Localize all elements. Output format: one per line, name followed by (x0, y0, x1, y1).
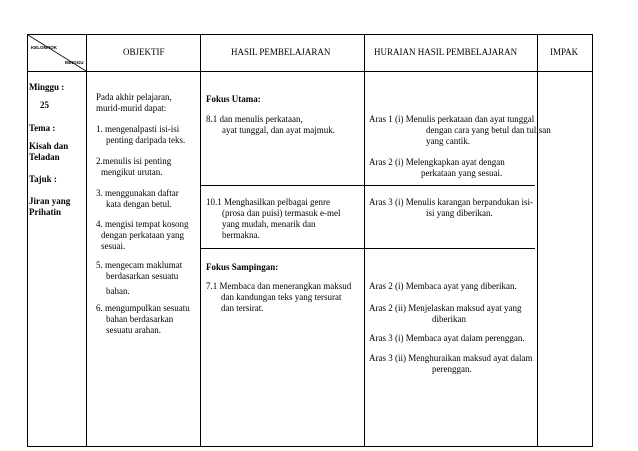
hasil-line: 10.1 Menghasilkan pelbagai genre (206, 197, 330, 207)
objektif-line: sesuai. (101, 241, 126, 251)
tajuk-value-line2: Prihatin (29, 207, 62, 217)
objektif-line: dengan perkataan yang (101, 230, 184, 240)
objektif-line: bahan berdasarkan (106, 314, 174, 324)
column-divider (364, 35, 365, 446)
huraian-line: yang cantik. (426, 136, 470, 146)
huraian-line: Aras 3 (ii) Menghuraikan maksud ayat dalam (369, 353, 533, 363)
huraian-line: isi yang diberikan. (426, 208, 493, 218)
header-divider (28, 71, 592, 72)
header-objektif: OBJEKTIF (123, 47, 165, 57)
tajuk-value-line1: Jiran yang (29, 196, 71, 206)
corner-bottom-label: MINGGU (65, 60, 84, 65)
objektif-line: mengikut urutan. (101, 167, 163, 177)
huraian-line: dengan cara yang betul dan tulisan (426, 125, 551, 135)
objektif-line: bahan. (106, 286, 130, 296)
hasil-line: dan tersirat. (221, 303, 264, 313)
column-divider (200, 35, 201, 446)
hasil-line: dan kandungan teks yang tersurat (221, 292, 342, 302)
objektif-line: penting daripada teks. (106, 135, 186, 145)
tajuk-label: Tajuk : (29, 174, 57, 184)
row-divider (200, 248, 535, 249)
objektif-line: 4. mengisi tempat kosong (96, 219, 189, 229)
objektif-line: 2.menulis isi penting (96, 156, 172, 166)
corner-top-label: KELOMPOK (31, 45, 58, 50)
huraian-line: Aras 2 (i) Melengkapkan ayat dengan (369, 157, 505, 167)
objektif-line: sesuatu arahan. (106, 325, 161, 335)
column-divider (86, 35, 87, 446)
hasil-line: 7.1 Membaca dan menerangkan maksud (206, 281, 352, 291)
tema-label: Tema : (29, 123, 56, 133)
hasil-line: bermakna. (222, 230, 260, 240)
minggu-value: 25 (40, 100, 49, 110)
header-huraian: HURAIAN HASIL PEMBELAJARAN (374, 47, 518, 57)
minggu-label: Minggu : (29, 82, 65, 92)
huraian-line: Aras 1 (i) Menulis perkataan dan ayat tunggal (369, 114, 535, 124)
header-impak: IMPAK (550, 47, 579, 57)
hasil-line: ayat tunggal, dan ayat majmuk. (222, 125, 335, 135)
huraian-line: Aras 2 (ii) Menjelaskan maksud ayat yang (369, 303, 522, 313)
hasil-line: (prosa dan puisi) termasuk e-mel (222, 208, 341, 218)
hasil-line: 8.1 dan menulis perkataan, (206, 114, 303, 124)
objektif-line: kata dengan betul. (106, 199, 172, 209)
header-hasil: HASIL PEMBELAJARAN (231, 47, 331, 57)
tema-value-line2: Teladan (29, 152, 60, 162)
objektif-line: 6. mengumpulkan sesuatu (96, 303, 190, 313)
lesson-plan-table (27, 34, 593, 447)
corner-diagonal (28, 35, 86, 71)
huraian-line: perkataan yang sesuai. (421, 168, 503, 178)
row-divider (200, 185, 535, 186)
hasil-line: yang mudah, menarik dan (222, 219, 316, 229)
objektif-line: Pada akhir pelajaran, (96, 92, 172, 102)
huraian-line: perenggan. (432, 364, 472, 374)
objektif-line: 3. menggunakan daftar (96, 188, 179, 198)
tema-value-line1: Kisah dan (29, 141, 69, 151)
objektif-line: berdasarkan sesuatu (106, 271, 179, 281)
column-divider (537, 35, 538, 446)
huraian-line: Aras 2 (i) Membaca ayat yang diberikan. (369, 281, 517, 291)
huraian-line: Aras 3 (i) Membaca ayat dalam perenggan. (369, 333, 525, 343)
fokus-sampingan-label: Fokus Sampingan: (206, 262, 279, 272)
objektif-line: murid-murid dapat: (96, 103, 167, 113)
objektif-line: 5. mengecam maklumat (96, 260, 183, 270)
huraian-line: Aras 3 (i) Menulis karangan berpandukan isi- (369, 197, 533, 207)
objektif-line: 1. mengenalpasti isi-isi (96, 124, 180, 134)
fokus-utama-label: Fokus Utama: (206, 94, 261, 104)
huraian-line: diberikan (432, 314, 466, 324)
